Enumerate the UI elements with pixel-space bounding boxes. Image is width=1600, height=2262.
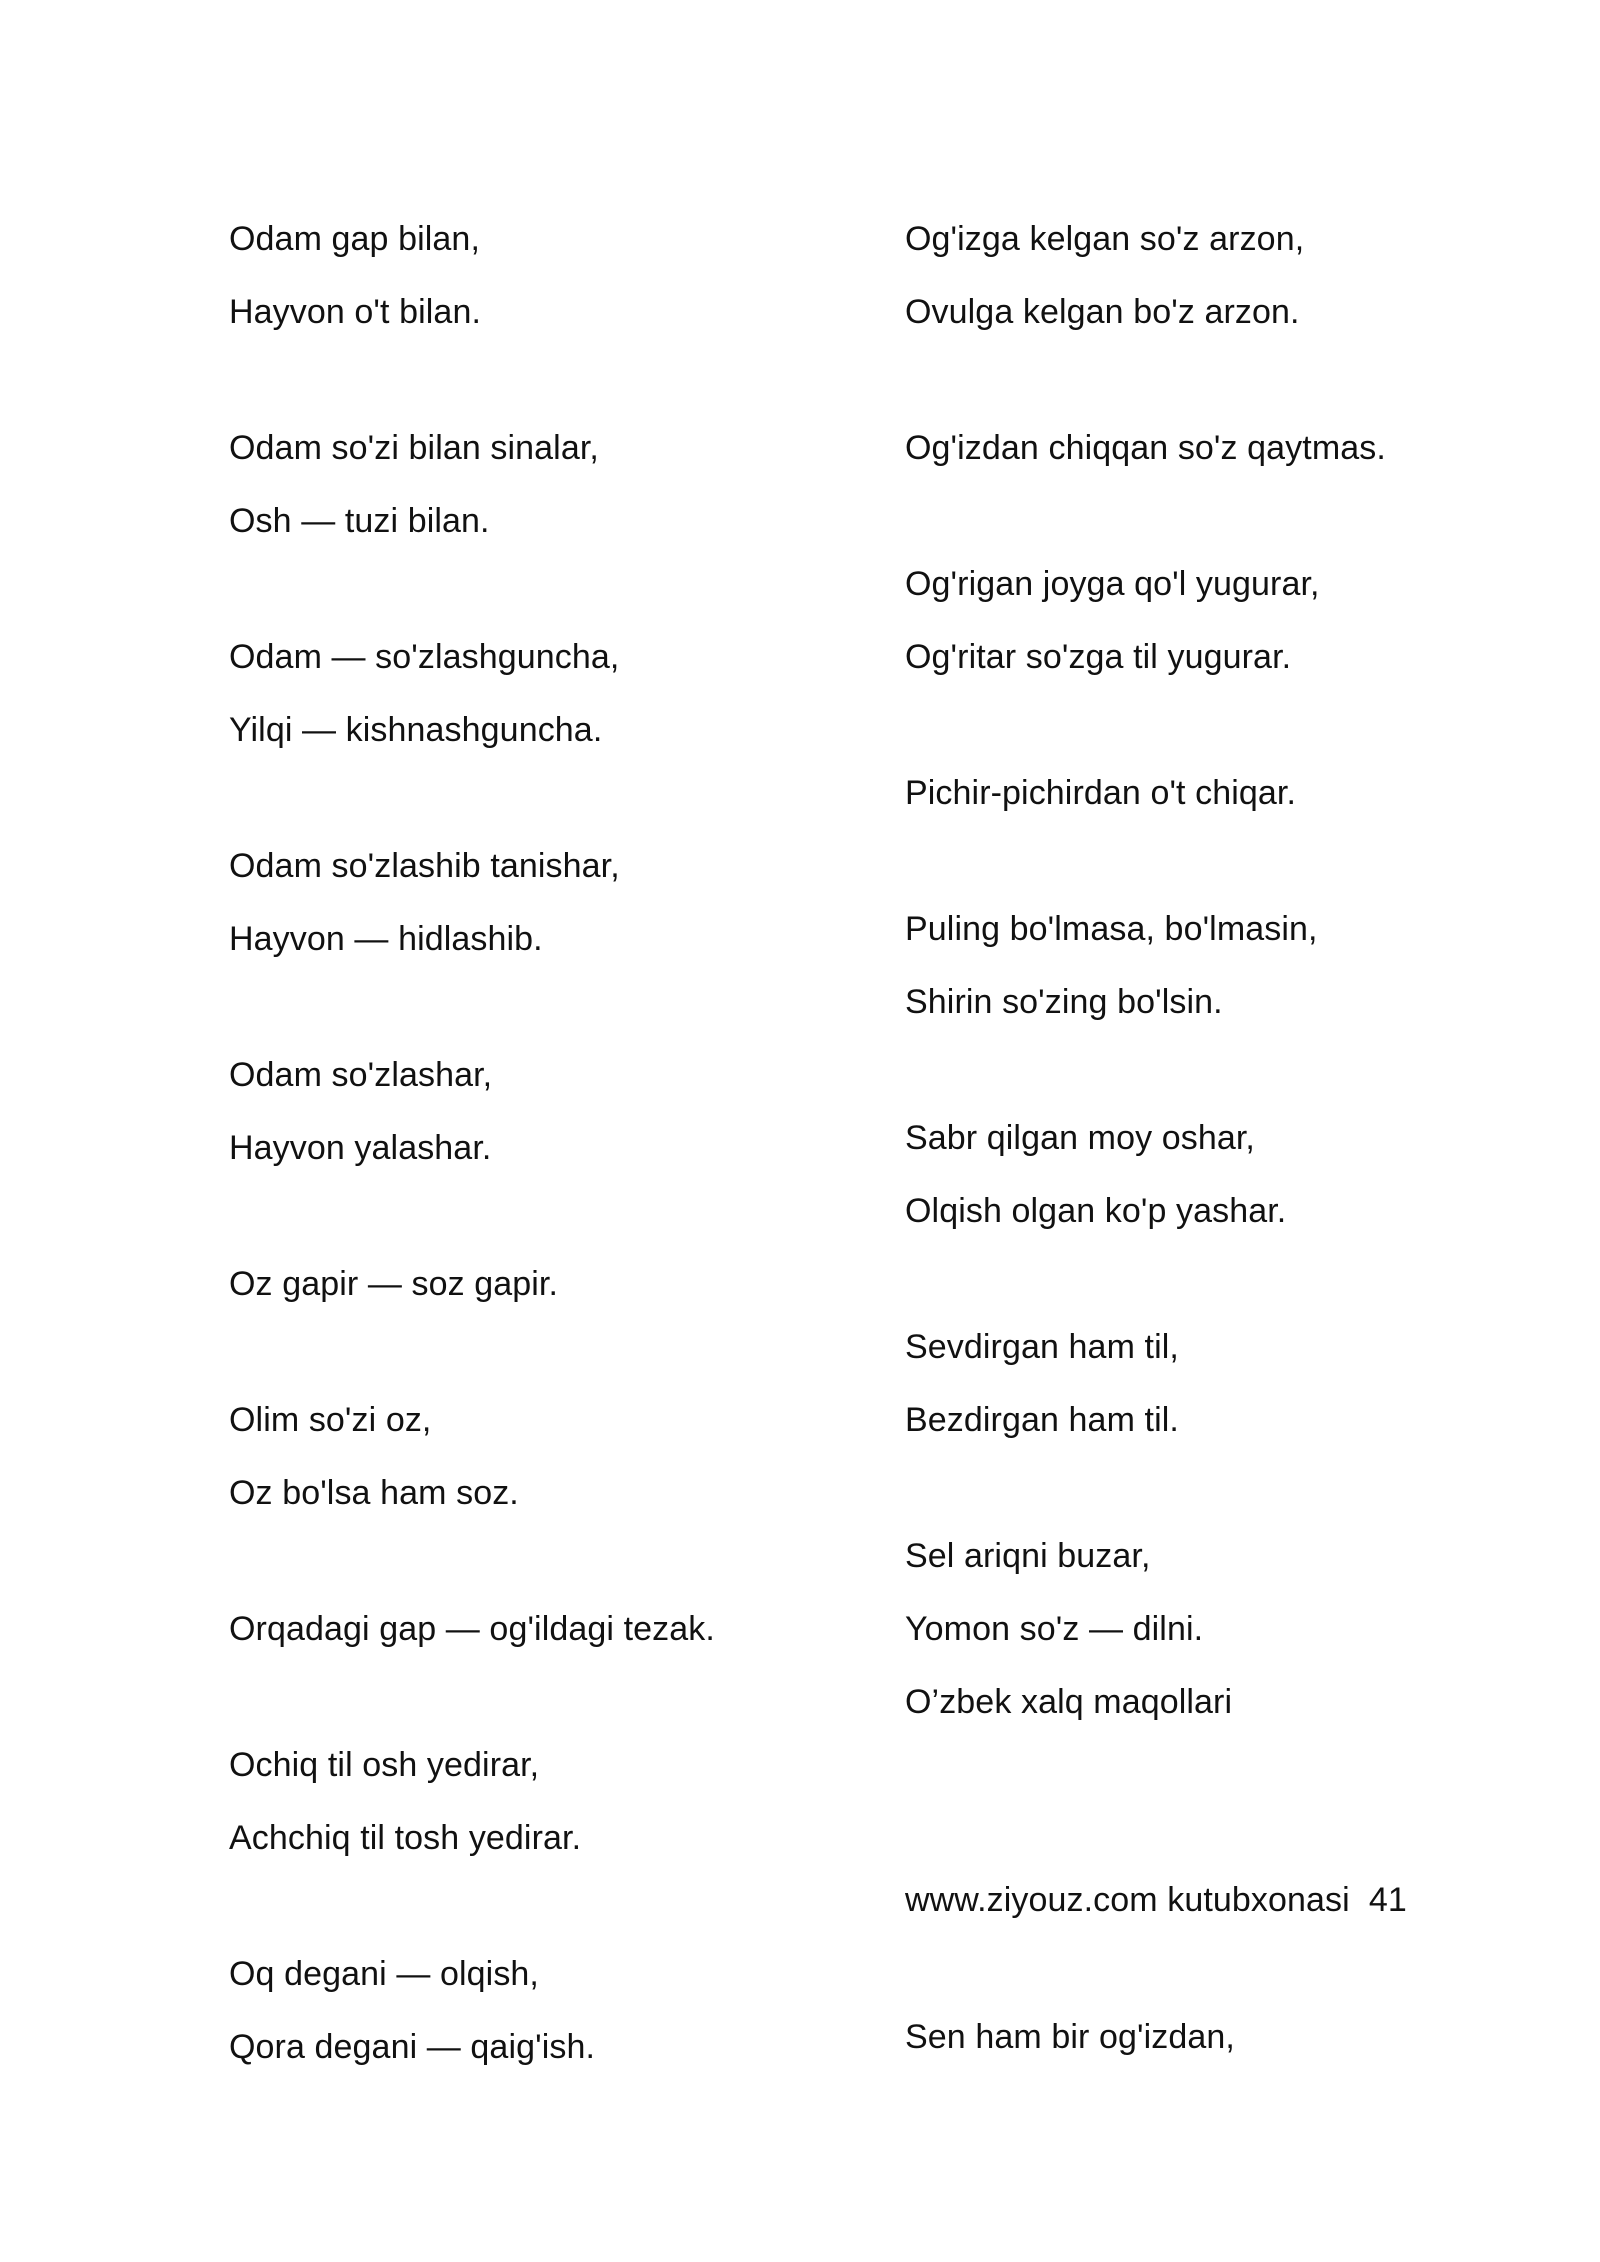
proverb-line: Pichir-pichirdan o't chiqar. xyxy=(905,774,1297,812)
proverb-line: Oz bo'lsa ham soz. xyxy=(229,1474,519,1512)
proverb-line: Yilqi — kishnashguncha. xyxy=(229,711,603,749)
proverb-line: Odam — so'zlashguncha, xyxy=(229,638,620,676)
proverb-line: Hayvon o't bilan. xyxy=(229,293,482,331)
proverb-line: Oz gapir — soz gapir. xyxy=(229,1265,559,1303)
proverb-line: Sevdirgan ham til, xyxy=(905,1328,1179,1366)
proverb-line: Hayvon — hidlashib. xyxy=(229,920,543,958)
proverb-line: Olim so'zi oz, xyxy=(229,1401,432,1439)
proverb-line: Odam so'zlashib tanishar, xyxy=(229,847,620,885)
proverb-line: Ovulga kelgan bo'z arzon. xyxy=(905,293,1300,331)
proverb-line: Orqadagi gap — og'ildagi tezak. xyxy=(229,1610,715,1648)
page-number: 41 xyxy=(1368,1881,1407,1919)
proverb-line: Og'izga kelgan so'z arzon, xyxy=(905,220,1305,258)
proverb-line: Shirin so'zing bo'lsin. xyxy=(905,983,1223,1021)
proverb-line: Og'ritar so'zga til yugurar. xyxy=(905,638,1292,676)
proverb-line: Oq degani — olqish, xyxy=(229,1955,539,1993)
proverb-line: Hayvon yalashar. xyxy=(229,1129,492,1167)
page-footer xyxy=(905,1880,1407,1920)
proverb-line: Bezdirgan ham til. xyxy=(905,1401,1179,1439)
footer-source: www.ziyouz.com kutubxonasi xyxy=(905,1881,1350,1919)
proverb-line: Odam gap bilan, xyxy=(229,220,480,258)
proverb-line: Puling bo'lmasa, bo'lmasin, xyxy=(905,910,1318,948)
proverb-line: Qora degani — qaig'ish. xyxy=(229,2028,596,2066)
proverb-line: Sabr qilgan moy oshar, xyxy=(905,1119,1255,1157)
proverb-line: Sel ariqni buzar, xyxy=(905,1537,1151,1575)
proverb-line: Olqish olgan ko'p yashar. xyxy=(905,1192,1287,1230)
proverb-line: Odam so'zi bilan sinalar, xyxy=(229,429,599,467)
proverb-line: Osh — tuzi bilan. xyxy=(229,502,490,540)
proverb-line: Odam so'zlashar, xyxy=(229,1056,493,1094)
proverb-line: Og'rigan joyga qo'l yugurar, xyxy=(905,565,1320,603)
proverb-line: Og'izdan chiqqan so'z qaytmas. xyxy=(905,429,1386,467)
proverb-line: Ochiq til osh yedirar, xyxy=(229,1746,540,1784)
proverb-line: Achchiq til tosh yedirar. xyxy=(229,1819,582,1857)
proverb-line: Yomon so'z — dilni. xyxy=(905,1610,1204,1648)
collection-title: O’zbek xalq maqollari xyxy=(905,1683,1233,1721)
proverb-line: Sen ham bir og'izdan, xyxy=(905,2018,1235,2056)
